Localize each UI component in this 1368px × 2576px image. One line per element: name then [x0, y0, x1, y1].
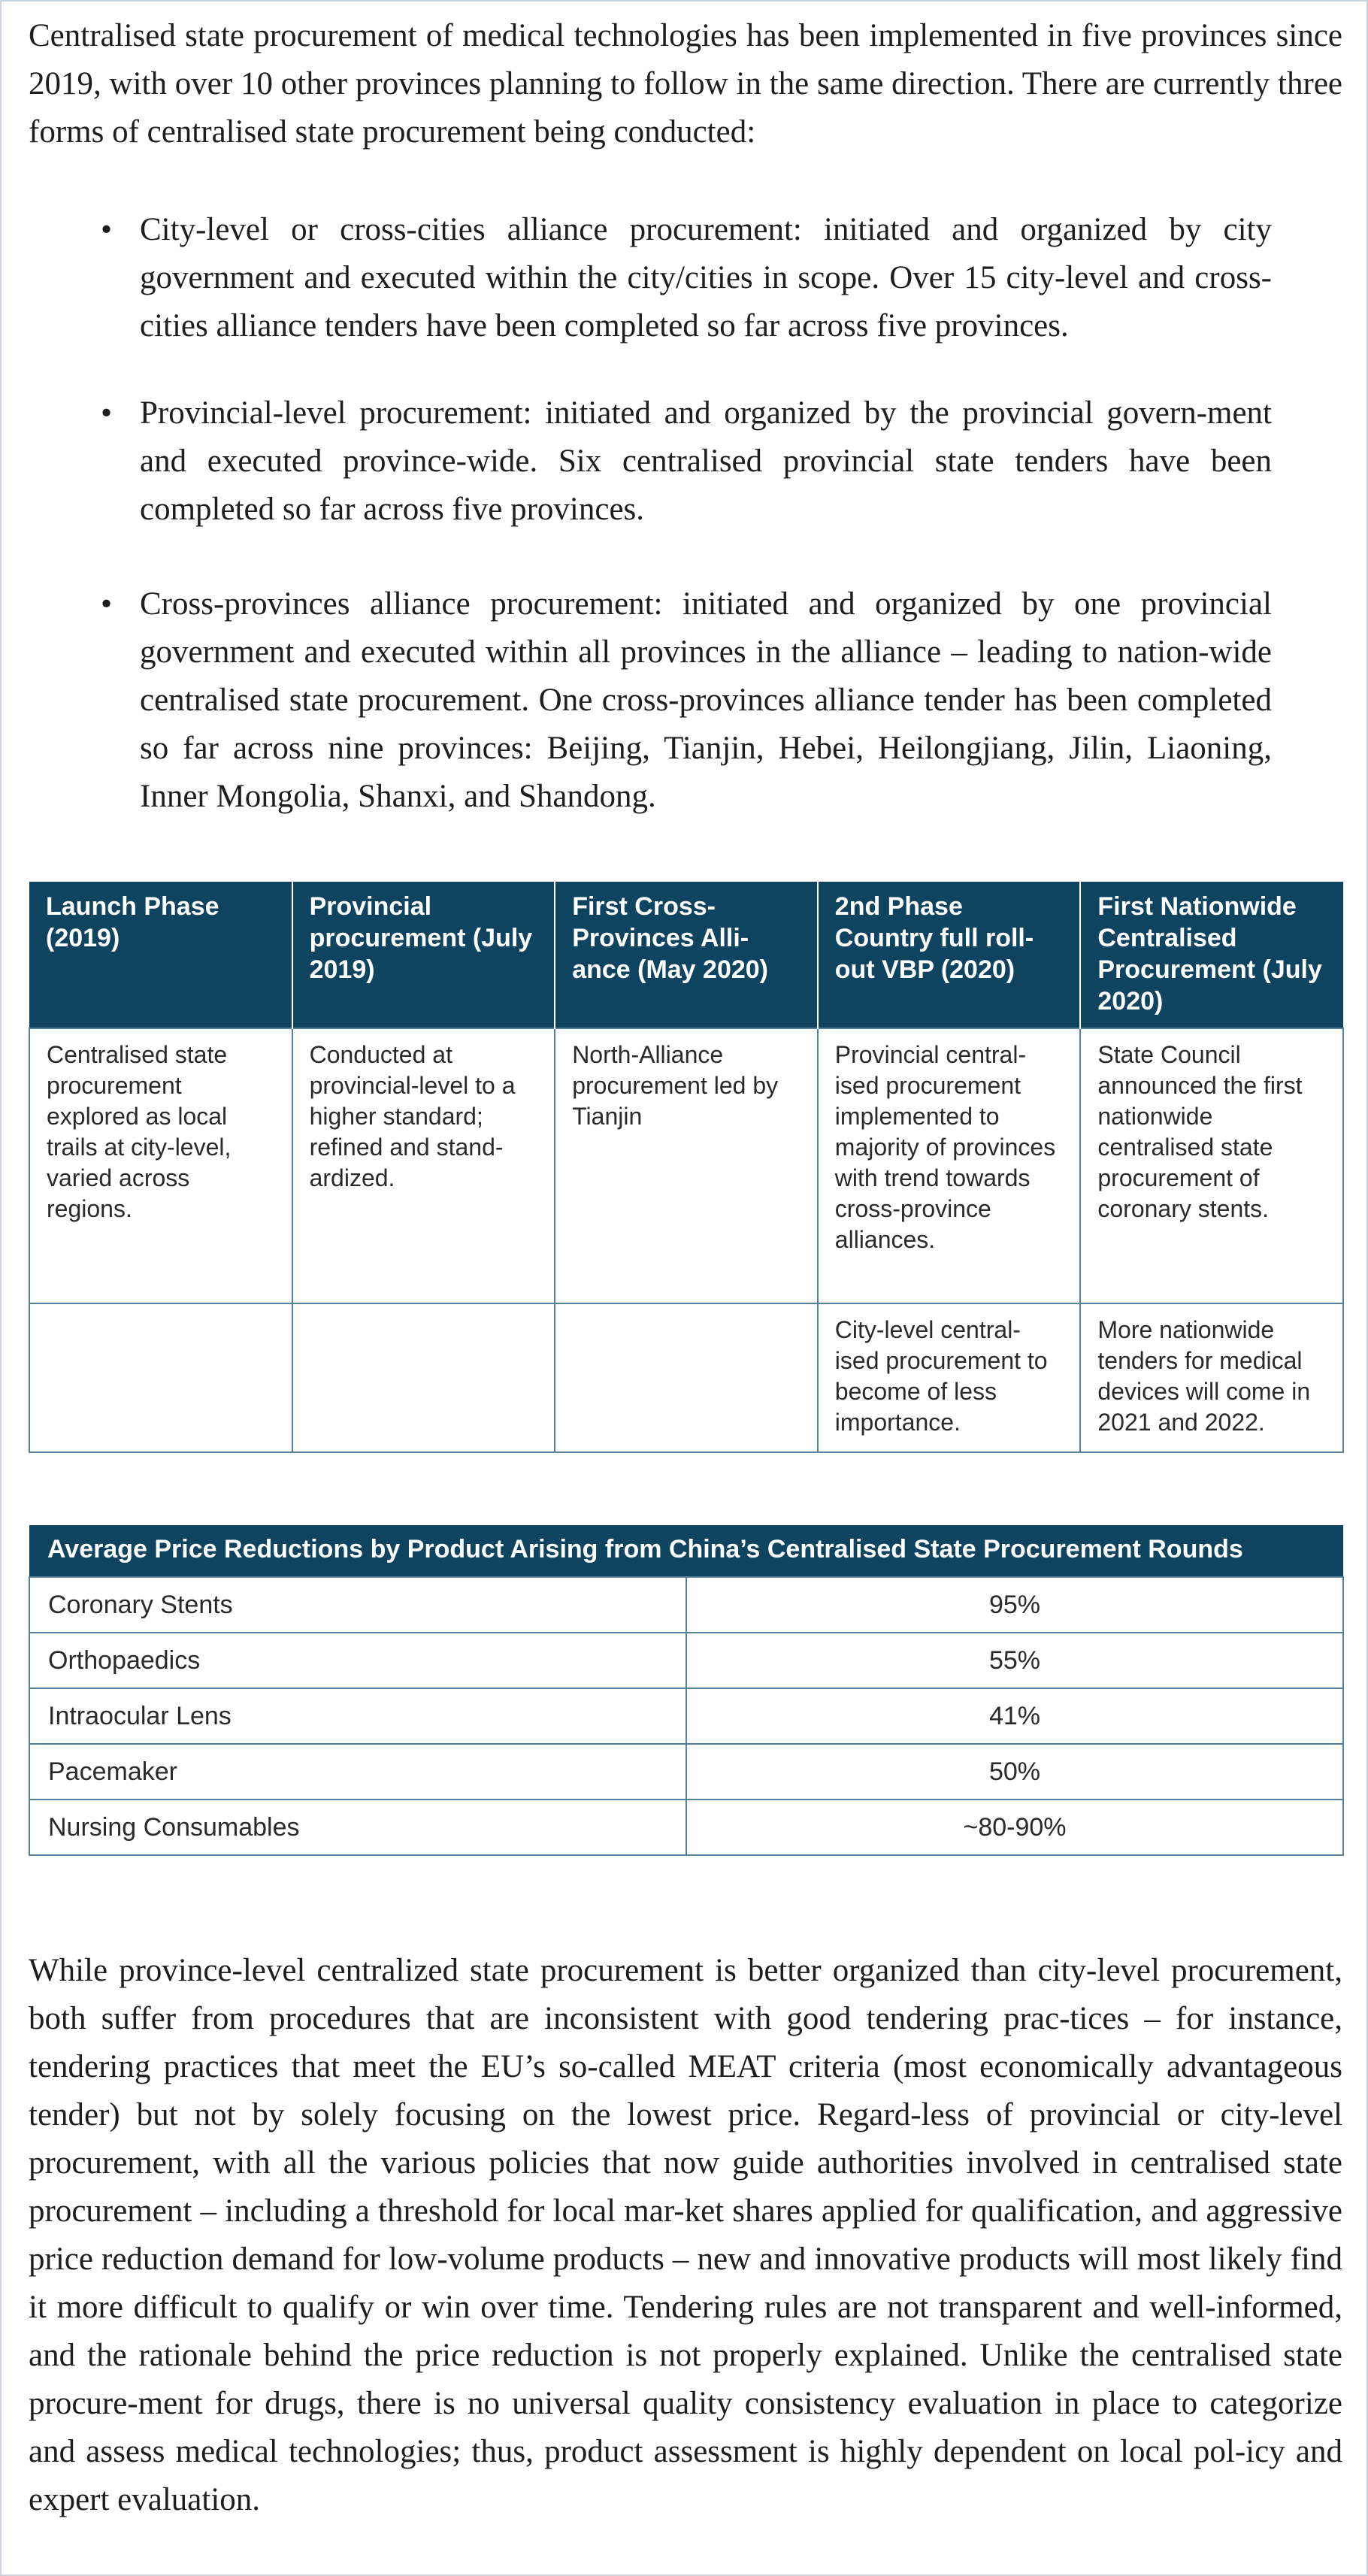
table-cell	[29, 1303, 292, 1452]
table-row	[29, 1028, 1343, 1303]
column-header-launch-phase: Launch Phase (2019)	[29, 882, 292, 1028]
price-reduction-value: 50%	[686, 1744, 1343, 1800]
table-cell: More nationwide tenders for medical devices will come in 2021 and 2022.	[1080, 1303, 1343, 1452]
bullet-text: City-level or cross-cities alliance procurement: initiated and organized by city government and executed within the city/cities in scope. Over 15 city-level and cross-cities alliance tenders have been completed so far across five provinces.	[140, 212, 1272, 344]
table-header-row	[29, 1525, 1343, 1577]
closing-paragraph: While province-level centralized state procurement is better organized than city-level procurement, both suffer from procedures that are inconsistent with good tendering prac-tices – for instance, tendering practices that meet the EU’s so-called MEAT criteria (most economically advantageous tender) but not by solely focusing on the lowest price. Regard-less of provincial or city-level procurement, with all the various policies that now guide authorities involved in centralised state procurement – including a threshold for local mar-ket shares applied for qualification, and aggressive price reduction demand for low-volume products – new and innovative products will most likely find it more difficult to qualify or win over time. Tendering rules are not transparent and well-informed, and the rationale behind the price reduction is not properly explained. Unlike the centralised state procure-ment for drugs, there is no universal quality consistency evaluation in place to categorize and assess medical technologies; thus, product assessment is highly dependent on local pol-icy and expert evaluation.	[29, 1953, 1342, 2517]
price-reduction-value: ~80-90%	[686, 1800, 1343, 1855]
price-reduction-value: 95%	[686, 1577, 1343, 1633]
column-header-provincial: Provincial procurement (July 2019)	[292, 882, 555, 1028]
price-table-title: Average Price Reductions by Product Arising from China’s Centralised State Procurement Rounds	[29, 1525, 1343, 1577]
price-reduction-value: 55%	[686, 1633, 1343, 1688]
procurement-phase-table	[29, 882, 1344, 1453]
table-cell: State Council announced the first nationwide centralised state procurement of coronary stents.	[1080, 1028, 1343, 1303]
table-row	[29, 1744, 1343, 1800]
column-header-second-phase: 2nd Phase Country full roll-out VBP (2020)	[818, 882, 1081, 1028]
product-name: Pacemaker	[29, 1744, 686, 1800]
table-cell: Conducted at provincial-level to a higher standard; refined and stand-ardized.	[292, 1028, 555, 1303]
intro-paragraph: Centralised state procurement of medical technologies has been implemented in five provinces since 2019, with over 10 other provinces planning to follow in the same direction. There are currently three forms of centralised state procurement being conducted:	[29, 18, 1342, 150]
table-row	[29, 1577, 1343, 1633]
table-row	[29, 1633, 1343, 1688]
bullet-item	[101, 580, 1272, 821]
bullet-icon: •	[101, 395, 113, 431]
column-header-nationwide: First Nationwide Centralised Procurement (July 2020)	[1080, 882, 1343, 1028]
product-name: Intraocular Lens	[29, 1688, 686, 1744]
table-cell: Provincial central-ised procurement implemented to majority of provinces with trend towards cross-province alliances.	[818, 1028, 1081, 1303]
table-row	[29, 1800, 1343, 1855]
bullet-icon: •	[101, 586, 113, 622]
table-cell: Centralised state procurement explored as local trails at city-level, varied across regions.	[29, 1028, 292, 1303]
product-name: Nursing Consumables	[29, 1800, 686, 1855]
table-cell: City-level central-ised procurement to become of less importance.	[818, 1303, 1081, 1452]
bullet-icon: •	[101, 212, 113, 247]
table-row	[29, 1688, 1343, 1744]
column-header-cross-provinces: First Cross-Provinces Alli-ance (May 2020)	[555, 882, 818, 1028]
table-header-row	[29, 882, 1343, 1028]
table-cell	[555, 1303, 818, 1452]
product-name: Orthopaedics	[29, 1633, 686, 1688]
bullet-text: Cross-provinces alliance procurement: initiated and organized by one provincial government and executed within all provinces in the alliance – leading to nation-wide centralised state procurement. One cross-provinces alliance tender has been completed so far across nine provinces: Beijing, Tianjin, Hebei, Heilongjiang, Jilin, Liaoning, Inner Mongolia, Shanxi, and Shandong.	[140, 586, 1272, 814]
table-cell	[292, 1303, 555, 1452]
bullet-text: Provincial-level procurement: initiated and organized by the provincial govern-ment and executed province-wide. Six centralised provincial state tenders have been completed so far across five provinces.	[140, 395, 1272, 527]
price-reduction-table	[29, 1525, 1344, 1856]
table-cell: North-Alliance procurement led by Tianjin	[555, 1028, 818, 1303]
product-name: Coronary Stents	[29, 1577, 686, 1633]
bullet-item	[101, 389, 1272, 534]
price-reduction-value: 41%	[686, 1688, 1343, 1744]
bullet-item	[101, 206, 1272, 350]
table-row	[29, 1303, 1343, 1452]
